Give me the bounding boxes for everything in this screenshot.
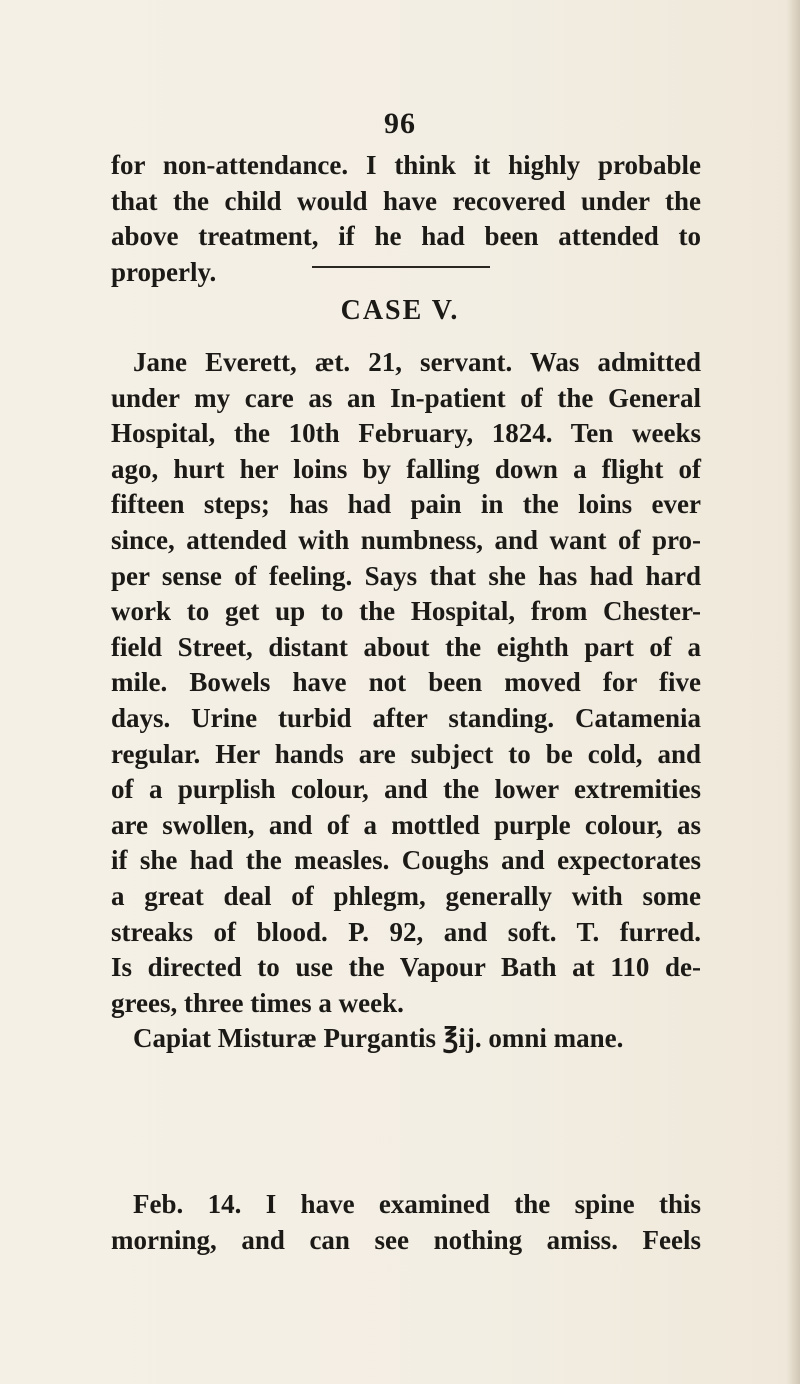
text-line: mile. Bowels have not been moved for five	[111, 667, 701, 698]
text-line: grees, three times a week.	[111, 987, 404, 1018]
text-line: days. Urine turbid after standing. Catamenia	[111, 702, 701, 733]
text-line: properly.	[111, 256, 217, 287]
page-number: 96	[384, 107, 416, 140]
text-line: fifteen steps; has had pain in the loins ever	[111, 489, 701, 520]
text-line: if she had the measles. Coughs and expectorates	[111, 845, 701, 876]
section-divider	[312, 266, 490, 268]
text-line: above treatment, if he had been attended to	[111, 221, 701, 251]
text-line: morning, and can see nothing amiss. Feels	[111, 1225, 701, 1255]
case-paragraph	[111, 345, 701, 1057]
page-edge-shadow	[786, 0, 800, 1384]
text-line: ago, hurt her loins by falling down a flight of	[111, 453, 701, 484]
text-line: that the child would have recovered under the	[111, 185, 701, 216]
text-line: under my care as an In-patient of the General	[111, 382, 701, 413]
text-line: per sense of feeling. Says that she has had hard	[111, 560, 701, 591]
feb-entry-paragraph	[111, 1186, 701, 1258]
text-line: since, attended with numbness, and want of pro-	[111, 524, 701, 555]
case-heading: CASE V.	[340, 295, 460, 326]
text-line: Jane Everett, æt. 21, servant. Was admitted	[133, 347, 701, 377]
text-line: Hospital, the 10th February, 1824. Ten weeks	[111, 418, 701, 449]
text-line: of a purplish colour, and the lower extremities	[111, 774, 701, 805]
text-line: streaks of blood. P. 92, and soft. T. furred.	[111, 916, 701, 947]
text-line: work to get up to the Hospital, from Chester-	[111, 596, 701, 627]
text-line: are swollen, and of a mottled purple colour, as	[111, 809, 701, 840]
prescription-line: Capiat Misturæ Purgantis ℥ij. omni mane.	[133, 1023, 624, 1054]
text-line: field Street, distant about the eighth part of a	[111, 631, 701, 662]
text-line: a great deal of phlegm, generally with some	[111, 880, 701, 911]
text-line: for non-attendance. I think it highly probable	[111, 150, 701, 180]
text-line: Feb. 14. I have examined the spine this	[133, 1189, 701, 1219]
text-line: regular. Her hands are subject to be cold, and	[111, 738, 701, 769]
intro-paragraph	[111, 148, 701, 290]
text-line: Is directed to use the Vapour Bath at 110 de-	[111, 952, 701, 983]
